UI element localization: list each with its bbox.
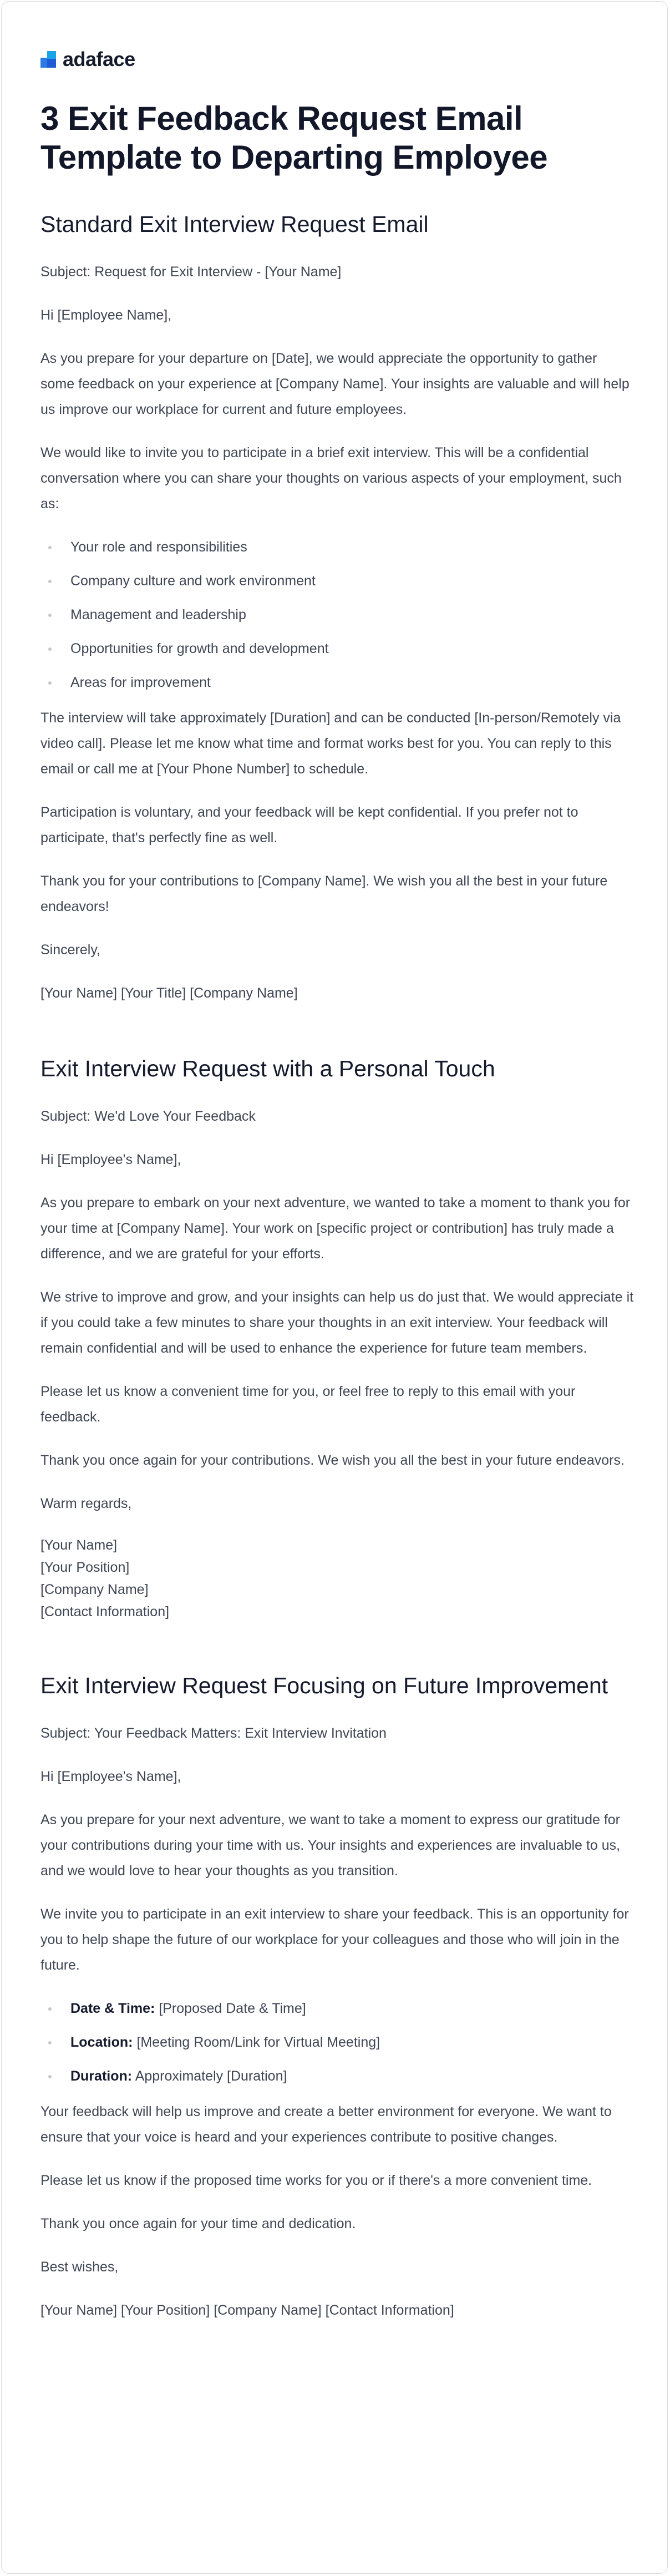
signature-line: [Your Position] bbox=[40, 1560, 130, 1575]
detail-value: [Meeting Room/Link for Virtual Meeting] bbox=[136, 2035, 380, 2050]
section-heading: Standard Exit Interview Request Email bbox=[40, 211, 429, 237]
signature-line: [Contact Information] bbox=[40, 1604, 170, 1620]
email-subject: Subject: We'd Love Your Feedback bbox=[40, 1109, 256, 1124]
section-heading: Exit Interview Request with a Personal Touch bbox=[40, 1056, 495, 1081]
email-subject: Subject: Request for Exit Interview - [Your Name] bbox=[40, 264, 342, 280]
email-paragraph: As you prepare to embark on your next adventure, we wanted to take a moment to thank you for your time at [Company Name]. Your work on [specific project or contribution] has truly made a difference, and we are grateful for your efforts. bbox=[40, 1195, 631, 1262]
template-section-1 bbox=[40, 210, 634, 1006]
email-paragraph: Your feedback will help us improve and create a better environment for everyone. We want to ensure that your voice is heard and your experiences contribute to positive changes. bbox=[40, 2104, 612, 2145]
signature-line: [Your Name] bbox=[40, 1537, 118, 1553]
signature-line: [Company Name] bbox=[40, 1582, 149, 1597]
email-closing: Sincerely, bbox=[40, 942, 100, 958]
list-item: Company culture and work environment bbox=[40, 568, 634, 594]
detail-item-location bbox=[40, 2030, 634, 2055]
email-closing: Warm regards, bbox=[40, 1496, 132, 1511]
email-closing: Best wishes, bbox=[40, 2259, 119, 2275]
section-heading: Exit Interview Request Focusing on Future Improvement bbox=[40, 1673, 608, 1698]
email-paragraph: Please let us know if the proposed time works for you or if there's a more convenient time. bbox=[40, 2173, 592, 2188]
list-item: Your role and responsibilities bbox=[40, 534, 634, 560]
template-card bbox=[1, 1, 668, 2574]
logo[interactable] bbox=[40, 48, 634, 70]
list-item: Areas for improvement bbox=[40, 670, 634, 695]
email-paragraph: As you prepare for your departure on [Date], we would appreciate the opportunity to gather some feedback on your experience at [Company Name]. Your insights are valuable and will help us improve our workplace for current and future employees. bbox=[40, 351, 630, 417]
list-item: Opportunities for growth and development bbox=[40, 636, 634, 661]
email-paragraph: Thank you for your contributions to [Company Name]. We wish you all the best in your future endeavors! bbox=[40, 873, 608, 914]
email-paragraph: Please let us know a convenient time for you, or feel free to reply to this email with your feedback. bbox=[40, 1384, 576, 1425]
detail-value: Approximately [Duration] bbox=[135, 2068, 287, 2084]
email-paragraph: Participation is voluntary, and your feedback will be kept confidential. If you prefer not to participate, that's perfectly fine as well. bbox=[40, 804, 578, 846]
topics-list bbox=[40, 534, 634, 695]
detail-item-duration bbox=[40, 2063, 634, 2089]
list-item: Management and leadership bbox=[40, 602, 634, 627]
email-paragraph: Thank you once again for your contributions. We wish you all the best in your future endeavors. bbox=[40, 1453, 625, 1468]
email-paragraph: We would like to invite you to participate in a brief exit interview. This will be a confidential conversation where you can share your thoughts on various aspects of your employment, such as: bbox=[40, 445, 622, 512]
email-paragraph: As you prepare for your next adventure, we want to take a moment to express our gratitude for your contributions during your time with us. Your insights and experiences are invaluable to us, and we would love to hear your thoughts as you transition. bbox=[40, 1812, 621, 1879]
detail-label: Duration: bbox=[70, 2068, 133, 2084]
email-greeting: Hi [Employee's Name], bbox=[40, 1152, 181, 1167]
email-paragraph: We invite you to participate in an exit interview to share your feedback. This is an opportunity for you to help shape the future of our workplace for your colleagues and those who will join in the future. bbox=[40, 1906, 629, 1973]
email-signature bbox=[40, 1534, 634, 1623]
email-greeting: Hi [Employee's Name], bbox=[40, 1769, 181, 1784]
email-signature: [Your Name] [Your Position] [Company Name] [Contact Information] bbox=[40, 2302, 454, 2318]
logo-text: adaface bbox=[63, 48, 135, 70]
email-subject: Subject: Your Feedback Matters: Exit Interview Invitation bbox=[40, 1725, 387, 1741]
email-paragraph: Thank you once again for your time and dedication. bbox=[40, 2216, 356, 2231]
page-title: 3 Exit Feedback Request Email Template to Departing Employee bbox=[40, 100, 548, 176]
detail-label: Date & Time: bbox=[70, 2001, 155, 2016]
email-greeting: Hi [Employee Name], bbox=[40, 307, 172, 323]
template-section-3 bbox=[40, 1672, 634, 2323]
content bbox=[40, 48, 634, 2323]
email-paragraph: The interview will take approximately [Duration] and can be conducted [In-person/Remotely via video call]. Please let me know what time and format works best for you. You can reply to this email or call me at [Your Phone Number] to schedule. bbox=[40, 710, 621, 777]
detail-label: Location: bbox=[70, 2035, 133, 2050]
email-paragraph: We strive to improve and grow, and your insights can help us do just that. We would appreciate it if you could take a few minutes to share your thoughts in an exit interview. Your feedback will remain confidential and will be used to enhance the experience for future team members. bbox=[40, 1289, 634, 1356]
template-section-2 bbox=[40, 1055, 634, 1623]
interview-details-list bbox=[40, 1996, 634, 2089]
detail-value: [Proposed Date & Time] bbox=[159, 2001, 306, 2016]
email-signature: [Your Name] [Your Title] [Company Name] bbox=[40, 985, 298, 1001]
detail-item-date-time bbox=[40, 1996, 634, 2021]
adaface-logo-icon bbox=[40, 51, 57, 68]
